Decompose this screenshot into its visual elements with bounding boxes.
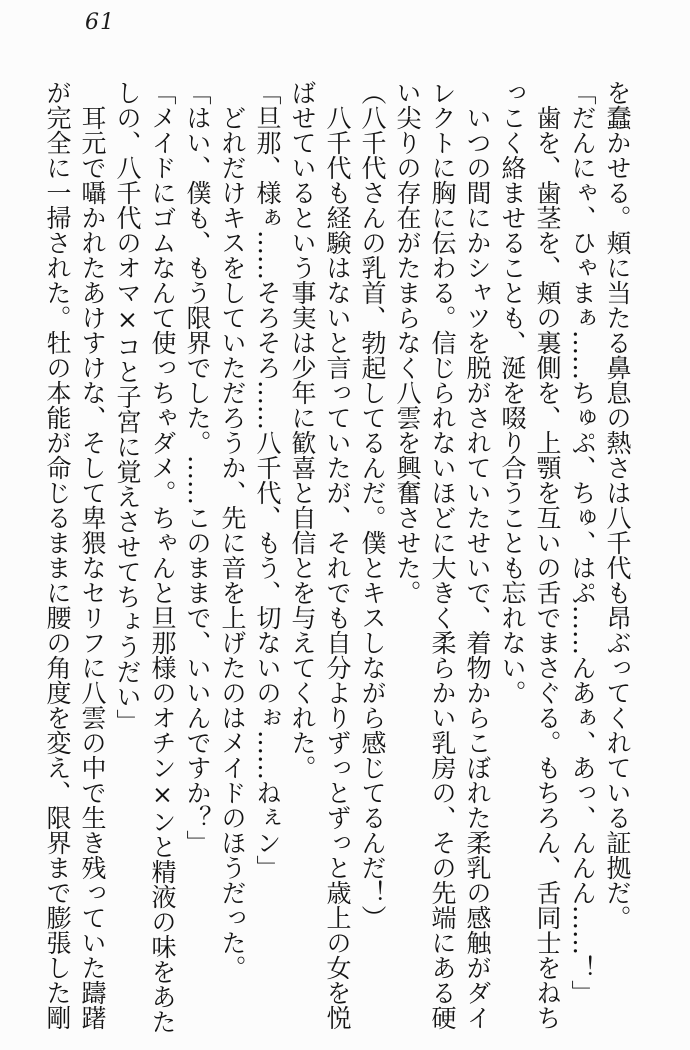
text-line: 耳元で囁かれたあけすけな、そして卑猥なセリフに八雲の中で生き残っていた躊躇 [78, 105, 107, 1030]
text-line: 歯を、歯茎を、頬の裏側を、上顎を互いの舌でまさぐる。もちろん、舌同士をねち [533, 105, 562, 1030]
text-line: 「旦那、様ぁ……そろそろ……八千代、もう、切ないのぉ……ねぇン」 [253, 80, 282, 880]
text-line: 「はい、僕も、もう限界でした。……このままで、いいんですか？」 [183, 80, 212, 855]
text-line: どれだけキスをしていただろうか、先に音を上げたのはメイドのほうだった。 [218, 105, 247, 980]
vertical-text-block [40, 80, 635, 1035]
text-line: が完全に一掃された。牡の本能が命じるままに腰の角度を変え、限界まで膨張した剛 [43, 80, 72, 1030]
text-line: 八千代も経験はないと言っていたが、それでも自分よりずっとずっと歳上の女を悦 [323, 105, 352, 1030]
text-line: （八千代さんの乳首、勃起してるんだ。僕とキスしながら感じてるんだ！） [358, 80, 387, 930]
text-line: レクトに胸に伝わる。信じられないほどに大きく柔らかい乳房の、その先端にある硬 [428, 80, 457, 1030]
text-line: っこく絡ませることも、涎を啜り合うことも忘れない。 [498, 80, 527, 705]
text-line: しの、八千代のオマ×コと子宮に覚えさせてちょうだい」 [113, 80, 142, 734]
text-line: い尖りの存在がたまらなく八雲を興奮させた。 [393, 80, 422, 605]
text-line: 「だんにゃ、ひゃまぁ……ちゅぷ、ちゅ、はぷ……んあぁ、あっ、んんん……！」 [568, 80, 597, 1005]
text-line: を蠢かせる。頬に当たる鼻息の熱さは八千代も昂ぶってくれている証拠だ。 [603, 80, 632, 930]
text-line: ばせているという事実は少年に歓喜と自信とを与えてくれた。 [288, 80, 317, 780]
page-number: 61 [85, 10, 115, 35]
text-line: 「メイドにゴムなんて使っちゃダメ。ちゃんと旦那様のオチン×ンと精液の味をあた [148, 80, 177, 1034]
text-line: いつの間にかシャツを脱がされていたせいで、着物からこぼれた柔乳の感触がダイ [463, 105, 492, 1030]
